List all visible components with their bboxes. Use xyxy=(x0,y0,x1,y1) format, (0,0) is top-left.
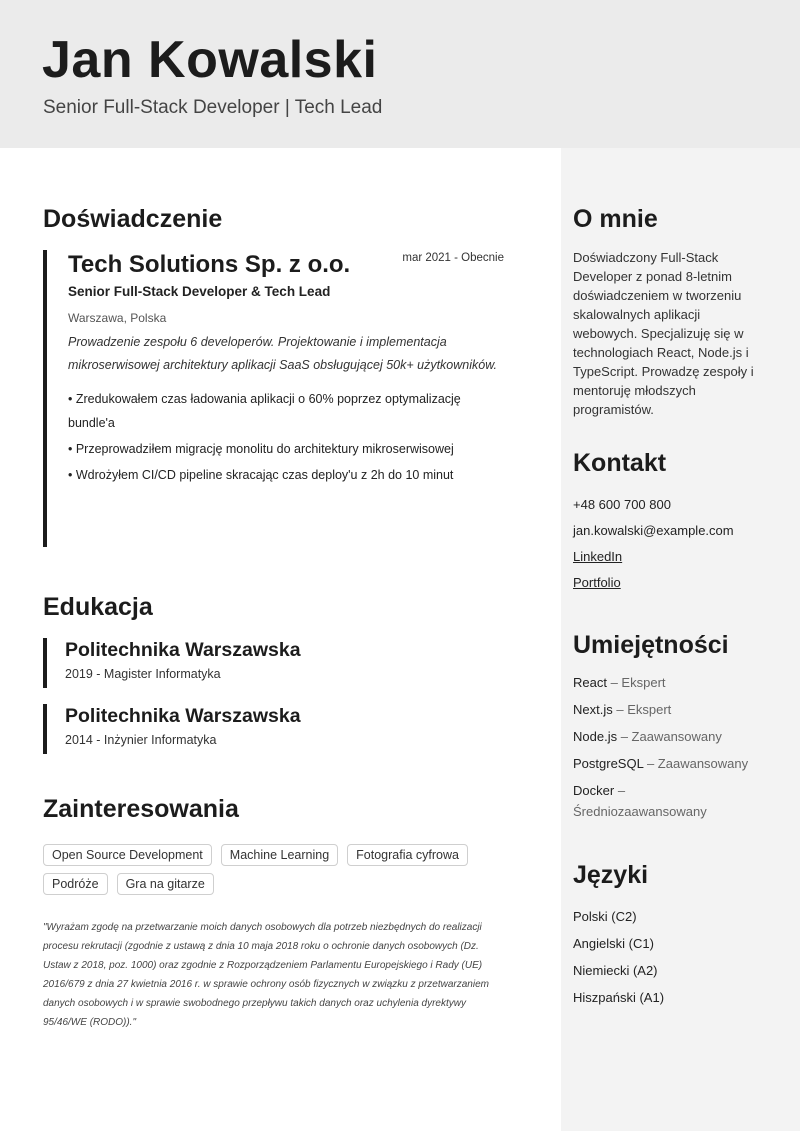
language-item: Polski (C2) xyxy=(573,909,637,924)
job-location: Warszawa, Polska xyxy=(68,311,167,325)
education-entry xyxy=(43,638,509,688)
interest-tag: Open Source Development xyxy=(43,844,212,866)
interest-tag: Machine Learning xyxy=(221,844,338,866)
job-description: Prowadzenie zespołu 6 developerów. Projektowanie i implementacja mikroserwisowej architektury aplikacji SaaS obsługującej 50k+ użytkowników. xyxy=(68,335,498,372)
experience-heading: Doświadczenie xyxy=(43,205,223,233)
education-school: Politechnika Warszawska xyxy=(65,705,301,727)
skills-list xyxy=(573,672,753,822)
skill-item xyxy=(573,699,753,720)
contact-heading: Kontakt xyxy=(573,449,667,477)
contact-email[interactable]: jan.kowalski@example.com xyxy=(573,523,734,538)
linkedin-link[interactable]: LinkedIn xyxy=(573,549,623,564)
achievement-item: • Zredukowałem czas ładowania aplikacji o 60% poprzez optymalizację bundle'a xyxy=(68,392,461,430)
sidebar-column xyxy=(573,204,773,1011)
skill-level: – Zaawansowany xyxy=(620,729,722,744)
job-company: Tech Solutions Sp. z o.o. xyxy=(68,251,351,278)
about-heading: O mnie xyxy=(573,205,658,233)
job-date: mar 2021 - Obecnie xyxy=(402,252,504,264)
main-column xyxy=(43,204,509,1032)
skill-item xyxy=(573,780,753,822)
skill-level: – Ekspert xyxy=(616,702,672,717)
education-degree: 2019 - Magister Informatyka xyxy=(65,667,221,681)
skill-item xyxy=(573,753,753,774)
interest-tags xyxy=(43,844,513,902)
skill-level: – Ekspert xyxy=(610,675,666,690)
language-item: Niemiecki (A2) xyxy=(573,963,658,978)
languages-list xyxy=(573,903,773,1011)
language-item: Angielski (C1) xyxy=(573,936,654,951)
languages-heading: Języki xyxy=(573,861,649,889)
interest-tag: Gra na gitarze xyxy=(117,873,214,895)
interests-heading: Zainteresowania xyxy=(43,795,239,823)
about-text: Doświadczony Full-Stack Developer z ponad 8-letnim doświadczeniem w tworzeniu skalowalnych aplikacji webowych. Specjalizuję się w technologiach React, Node.js i TypeScript. Prowadzę zespoły i mentoruję młodszych programistów. xyxy=(573,250,754,417)
job-role: Senior Full-Stack Developer & Tech Lead xyxy=(68,284,331,299)
skill-item xyxy=(573,726,753,747)
achievement-item: • Przeprowadziłem migrację monolitu do architektury mikroserwisowej xyxy=(68,442,454,456)
skill-name: PostgreSQL xyxy=(573,756,644,771)
candidate-title: Senior Full-Stack Developer | Tech Lead xyxy=(43,97,383,118)
job-achievements xyxy=(68,387,510,487)
education-entry xyxy=(43,704,509,754)
candidate-name: Jan Kowalski xyxy=(42,31,378,89)
job-entry xyxy=(43,250,509,547)
skill-name: React xyxy=(573,675,607,690)
gdpr-clause: "Wyrażam zgodę na przetwarzanie moich danych osobowych dla potrzeb niezbędnych do realizacji procesu rekrutacji (zgodnie z ustawą z dnia 10 maja 2018 roku o ochronie danych osobowych (Dz. Ustaw z 2018, poz. 1000) oraz zgodnie z Rozporządzeniem Parlamentu Europejskiego i Rady (UE) 2016/679 z dnia 27 kwietnia 2016 r. w sprawie ochrony osób fizycznych w związku z przetwarzaniem danych osobowych i w sprawie swobodnego przepływu takich danych oraz uchylenia dyrektywy 95/46/WE (RODO))." xyxy=(43,922,489,1028)
contact-list xyxy=(573,492,773,596)
interest-tag: Fotografia cyfrowa xyxy=(347,844,468,866)
language-item: Hiszpański (A1) xyxy=(573,990,665,1005)
skill-name: Docker xyxy=(573,783,615,798)
education-school: Politechnika Warszawska xyxy=(65,639,301,661)
skill-level: – Zaawansowany xyxy=(646,756,749,771)
interest-tag: Podróże xyxy=(43,873,108,895)
achievement-item: • Wdrożyłem CI/CD pipeline skracając czas deploy'u z 2h do 10 minut xyxy=(68,468,454,482)
portfolio-link[interactable]: Portfolio xyxy=(573,575,621,590)
education-degree: 2014 - Inżynier Informatyka xyxy=(65,733,217,747)
skills-heading: Umiejętności xyxy=(573,631,729,659)
skill-level: – Średniozaawansowany xyxy=(573,783,707,819)
skill-item xyxy=(573,672,753,693)
skill-name: Next.js xyxy=(573,702,613,717)
education-heading: Edukacja xyxy=(43,593,153,621)
header-banner xyxy=(0,0,800,148)
contact-phone: +48 600 700 800 xyxy=(573,497,671,512)
skill-name: Node.js xyxy=(573,729,618,744)
